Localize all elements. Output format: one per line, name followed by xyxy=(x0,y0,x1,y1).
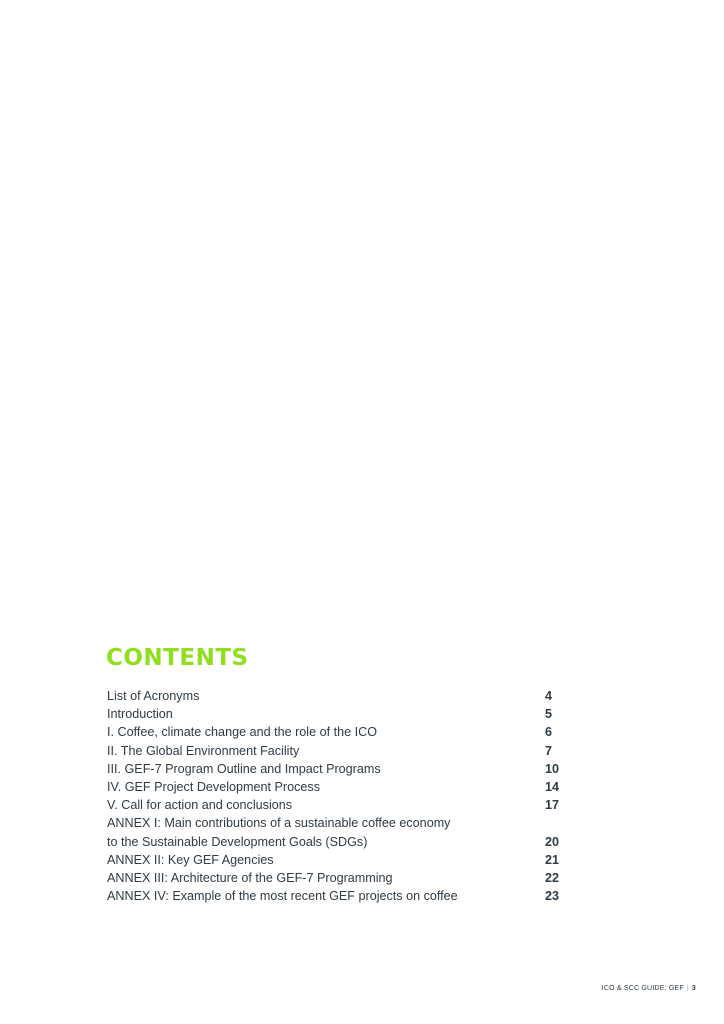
toc-entry[interactable] xyxy=(107,796,577,814)
toc-entry[interactable] xyxy=(107,705,577,723)
toc-entry-label: ANNEX IV: Example of the most recent GEF projects on coffee xyxy=(107,889,458,904)
toc-entry[interactable] xyxy=(107,887,577,905)
toc-entry-page: 14 xyxy=(545,779,560,794)
toc-entry-page: 5 xyxy=(545,707,553,722)
toc-entry-label: V. Call for action and conclusions xyxy=(107,798,293,813)
table-of-contents xyxy=(107,687,577,905)
footer-document-title: ICO & SCC GUIDE: GEF xyxy=(601,985,684,992)
toc-entry[interactable] xyxy=(107,851,577,869)
toc-entry-page: 17 xyxy=(545,798,560,813)
contents-heading: CONTENTS xyxy=(106,645,249,671)
toc-entry-label: I. Coffee, climate change and the role of the ICO xyxy=(107,725,377,740)
toc-entry[interactable] xyxy=(107,814,577,832)
toc-entry-page: 7 xyxy=(545,743,553,758)
toc-entry-page: 21 xyxy=(545,852,560,867)
page-footer xyxy=(602,985,696,992)
toc-entry-label: Introduction xyxy=(107,707,173,722)
toc-entry-label: ANNEX III: Architecture of the GEF-7 Programming xyxy=(107,870,393,885)
footer-separator: | xyxy=(686,985,689,992)
toc-entry-label: ANNEX I: Main contributions of a sustainable coffee economy xyxy=(107,816,451,831)
toc-entry[interactable] xyxy=(107,833,577,851)
toc-entry-label: ANNEX II: Key GEF Agencies xyxy=(107,852,274,867)
toc-entry-label: III. GEF-7 Program Outline and Impact Programs xyxy=(107,761,381,776)
toc-entry-page: 4 xyxy=(545,689,553,703)
toc-entry-label: II. The Global Environment Facility xyxy=(107,743,300,758)
toc-entry-page: 6 xyxy=(545,725,553,740)
toc-entry-page: 22 xyxy=(545,870,560,885)
toc-entry[interactable] xyxy=(107,778,577,796)
toc-entry-page: 23 xyxy=(545,889,560,904)
toc-entry-label: to the Sustainable Development Goals (SDGs) xyxy=(107,834,368,849)
toc-entry-page: 20 xyxy=(545,834,560,849)
toc-entry-label: IV. GEF Project Development Process xyxy=(107,779,321,794)
toc-entry-label: List of Acronyms xyxy=(107,689,200,703)
toc-entry[interactable] xyxy=(107,687,577,705)
toc-entry[interactable] xyxy=(107,760,577,778)
footer-page-number: 3 xyxy=(691,985,696,992)
toc-entry-page: 10 xyxy=(545,761,560,776)
toc-entry[interactable] xyxy=(107,742,577,760)
toc-entry[interactable] xyxy=(107,723,577,741)
toc-entry[interactable] xyxy=(107,869,577,887)
